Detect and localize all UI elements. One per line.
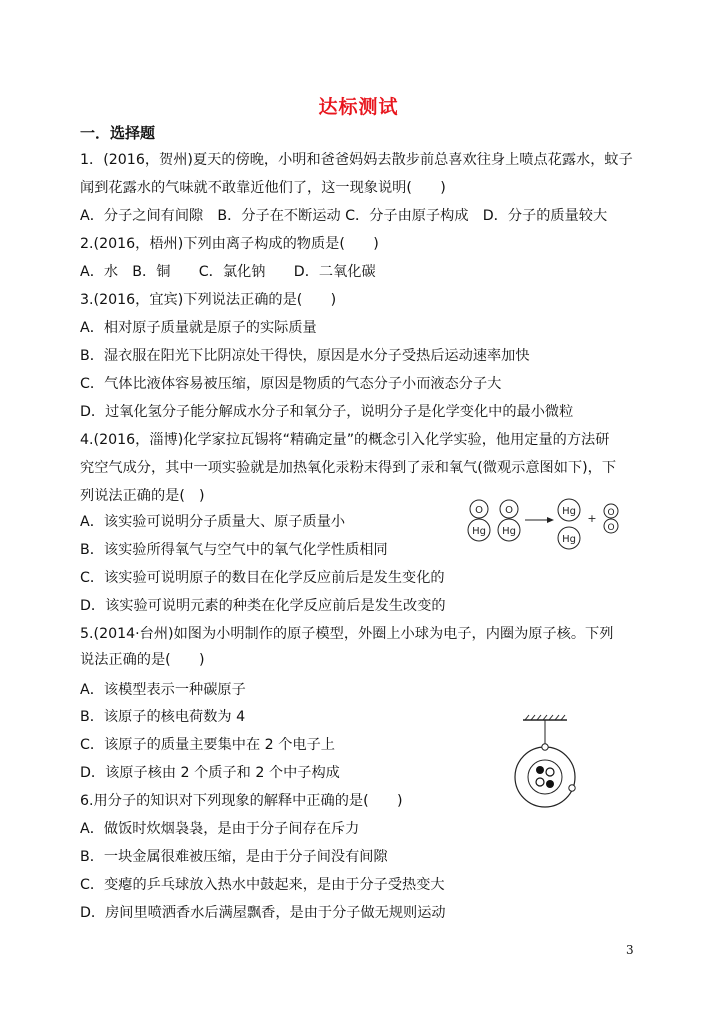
question-5-option-a: A．该模型表示一种碳原子 [80,682,246,698]
question-4-line-2: 究空气成分，其中一项实验就是加热氧化汞粉末得到了汞和氧气(微观示意图如下)，下 [80,460,617,476]
page-number: 3 [626,943,634,957]
question-5-option-b: B．该原子的核电荷数为 4 [80,709,246,725]
section-heading: 一．选择题 [80,124,156,142]
question-4-option-d: D．该实验可说明元素的种类在化学反应前后是发生改变的 [80,598,446,614]
question-4-line-1: 4.(2016，淄博)化学家拉瓦锡将“精确定量”的概念引入化学实验，他用定量的方法研 [80,432,610,448]
question-4-option-a: A．该实验可说明分子质量大、原子质量小 [80,514,346,530]
question-3-stem: 3.(2016，宜宾)下列说法正确的是( ) [80,292,337,308]
atom-model-diagram [510,712,580,816]
question-4-line-3: 列说法正确的是( ) [80,488,205,504]
mercury-atom-label: Hg [562,534,576,545]
question-5-option-d: D．该原子核由 2 个质子和 2 个中子构成 [80,765,340,781]
plus-sign: + [587,512,597,525]
question-3-option-b: B．湿衣服在阳光下比阴凉处干得快，原因是水分子受热后运动速率加快 [80,348,530,364]
page-title: 达标测试 [318,96,399,118]
question-6-option-c: C．变瘪的乒乓球放入热水中鼓起来，是由于分子受热变大 [80,877,445,893]
mercury-atom-label: Hg [562,506,576,517]
question-5-line-1: 5.(2014·台州)如图为小明制作的原子模型，外圈上小球为电子，内圈为原子核。下列 [80,626,614,642]
question-5-line-2: 说法正确的是( ) [80,652,205,668]
question-3-option-c: C．气体比液体容易被压缩，原因是物质的气态分子小而液态分子大 [80,376,502,392]
question-1-line-1: 1．(2016，贺州)夏天的傍晚，小明和爸爸妈妈去散步前总喜欢往身上喷点花露水，蚊子 [80,152,633,168]
question-3-option-a: A．相对原子质量就是原子的实际质量 [80,320,317,336]
mercury-atom-label: Hg [502,526,516,537]
oxygen-atom-label: O [607,523,615,533]
question-4-option-c: C．该实验可说明原子的数目在化学反应前后是发生变化的 [80,570,445,586]
question-2-stem: 2.(2016，梧州)下列由离子构成的物质是( ) [80,236,379,252]
question-6-option-d: D．房间里喷洒香水后满屋飘香，是由于分子做无规则运动 [80,905,446,921]
question-3-option-d: D．过氧化氢分子能分解成水分子和氧分子，说明分子是化学变化中的最小微粒 [80,404,574,420]
question-1-line-2: 闻到花露水的气味就不敢靠近他们了，这一现象说明( ) [80,180,446,196]
mercury-oxide-reaction-diagram [462,494,632,554]
question-1-options: A．分子之间有间隙 B．分子在不断运动 C．分子由原子构成 D．分子的质量较大 [80,208,608,224]
mercury-atom-label: Hg [472,526,486,537]
oxygen-atom-label: O [475,505,483,516]
question-6-stem: 6.用分子的知识对下列现象的解释中正确的是( ) [80,793,403,809]
question-6-option-b: B．一块金属很难被压缩，是由于分子间没有间隙 [80,849,388,865]
question-2-options: A．水 B．铜 C．氯化钠 D．二氧化碳 [80,264,376,280]
question-5-option-c: C．该原子的质量主要集中在 2 个电子上 [80,737,335,753]
question-4-option-b: B．该实验所得氧气与空气中的氧气化学性质相同 [80,542,388,558]
oxygen-atom-label: O [607,508,615,518]
oxygen-atom-label: O [505,505,513,516]
question-6-option-a: A．做饭时炊烟袅袅，是由于分子间存在斥力 [80,821,360,837]
